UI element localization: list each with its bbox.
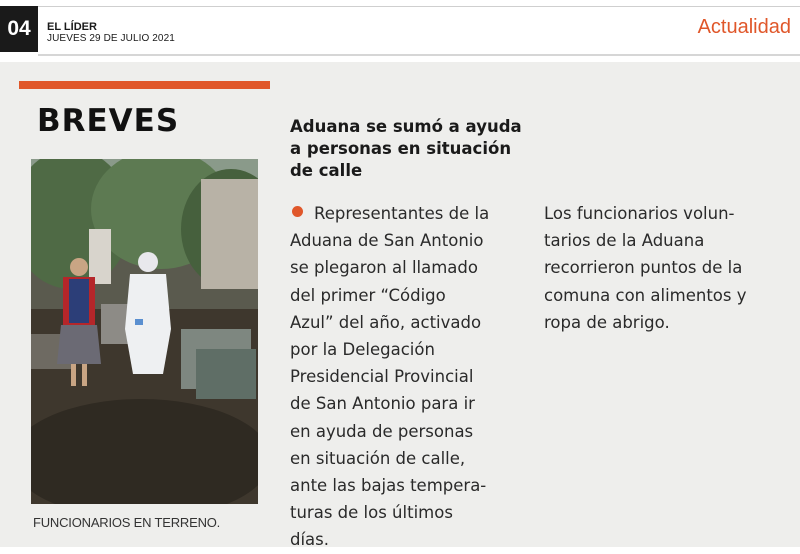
newspaper-name: EL LÍDER [47, 21, 97, 33]
page-header [0, 0, 800, 58]
body-column-1 [290, 200, 520, 554]
article-headline: Aduana se sumó a ayuda a personas en situación de calle [290, 117, 522, 180]
body-column-2: Los funcionarios volun- tarios de la Aduana recorrieron puntos de la comuna con alimentos y ropa de abrigo. [544, 204, 747, 332]
article-photo [31, 159, 258, 504]
page-number: 04 [0, 6, 38, 52]
body-text-1: Representantes de la Aduana de San Antonio se plegaron al llamado del primer “Código Azul” del año, activado por la Delegación Presidencial Provincial de San Antonio para ir en ayuda de personas en situación de calle, ante las bajas tempera- turas de los últimos días. [290, 204, 490, 550]
header-bottom-rule [38, 54, 800, 56]
header-top-rule [38, 6, 800, 7]
photo-caption: FUNCIONARIOS EN TERRENO. [33, 515, 221, 530]
rubric-accent-bar [19, 81, 270, 89]
section-title: Actualidad [697, 16, 791, 38]
rubric-label: BREVES [37, 103, 180, 139]
publication-date: JUEVES 29 DE JULIO 2021 [47, 33, 175, 44]
